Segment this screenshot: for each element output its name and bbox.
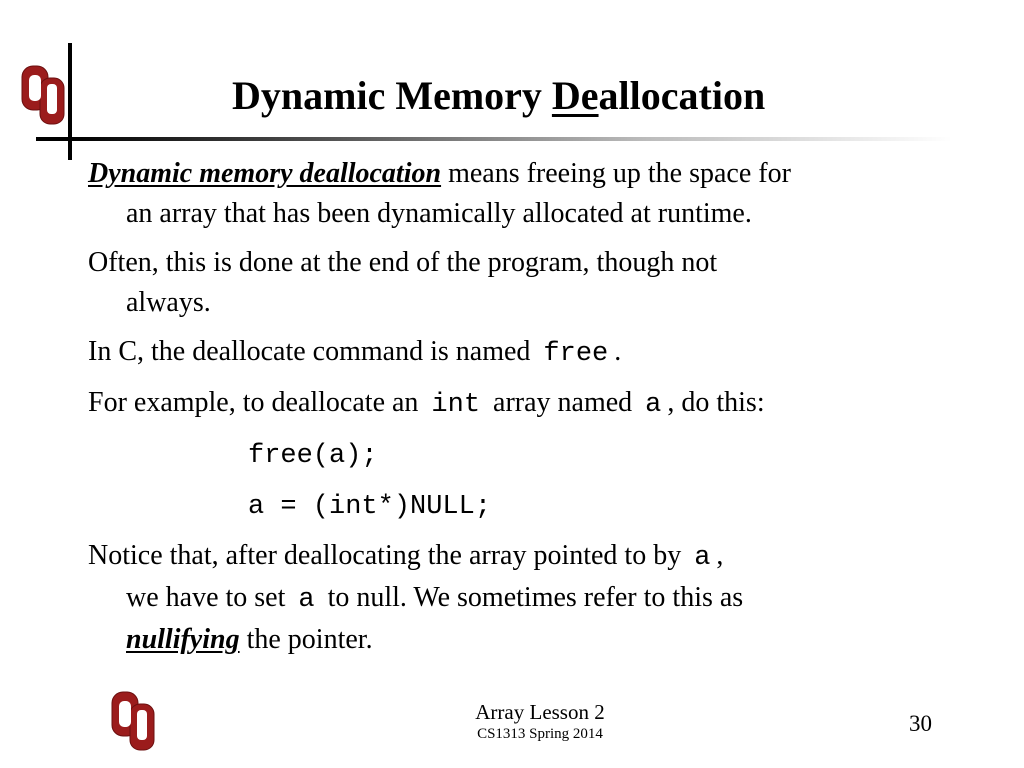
slide-footer bbox=[440, 700, 640, 744]
term-nullifying: nullifying bbox=[126, 624, 240, 655]
paragraph-example: For example, to deallocate an int array named a , do this: bbox=[88, 387, 765, 420]
page-number: 30 bbox=[909, 711, 932, 736]
horizontal-rule-fade bbox=[72, 137, 952, 141]
code-block bbox=[88, 434, 968, 476]
footer-lesson: Array Lesson 2 bbox=[475, 700, 605, 724]
code-line: free(a); bbox=[248, 441, 378, 471]
code-block-2 bbox=[88, 485, 968, 527]
code-a: a bbox=[645, 390, 662, 420]
paragraph-timing: Often, this is done at the end of the program, though not always. bbox=[88, 247, 718, 318]
paragraph-nullify: Notice that, after deallocating the array pointed to by a , we have to set a to null. We sometimes refer to this as nullifying the pointer. bbox=[88, 540, 744, 655]
ou-logo-top bbox=[20, 64, 66, 126]
slide-title: Dynamic Memory Deallocation bbox=[232, 73, 766, 118]
footer-course: CS1313 Spring 2014 bbox=[477, 726, 603, 742]
code-a: a bbox=[298, 585, 315, 615]
ou-logo-icon bbox=[110, 690, 156, 752]
code-a: a bbox=[694, 543, 711, 573]
ou-logo-icon bbox=[20, 64, 66, 126]
paragraph-definition: Dynamic memory deallocation means freeing up the space for an array that has been dynamically allocated at runtime. bbox=[88, 158, 791, 229]
vertical-rule bbox=[68, 43, 72, 160]
ou-logo-bottom bbox=[110, 690, 156, 752]
paragraph-free-command: In C, the deallocate command is named free . bbox=[88, 336, 622, 369]
code-free: free bbox=[543, 339, 609, 369]
code-int: int bbox=[431, 390, 481, 420]
term-dynamic-memory-deallocation: Dynamic memory deallocation bbox=[88, 158, 442, 189]
title-underlined-part: De bbox=[551, 73, 599, 118]
horizontal-rule-left bbox=[36, 137, 72, 141]
slide-body bbox=[88, 154, 968, 660]
code-line: a = (int*)NULL; bbox=[248, 492, 492, 522]
